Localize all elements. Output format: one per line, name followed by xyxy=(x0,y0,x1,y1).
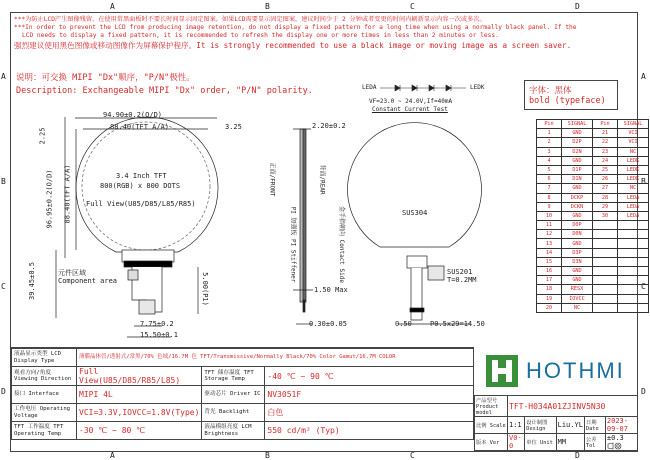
pin-signal: GND xyxy=(562,211,593,220)
spec-label: 背光 Backlight xyxy=(202,404,265,422)
pin-number xyxy=(593,303,618,312)
scale-label: 比例 Scale xyxy=(475,417,508,434)
pin-signal: D0N xyxy=(562,230,593,239)
signal-header: SIGNAL xyxy=(618,120,649,129)
dim-fpc-length: 39.45±0.5 xyxy=(27,262,36,300)
pin-signal: GND xyxy=(562,239,593,248)
pin-signal: VCI xyxy=(618,129,649,138)
pin-table-row xyxy=(537,138,649,147)
pin-signal: D2N xyxy=(562,147,593,156)
pin-number: 18 xyxy=(537,285,562,294)
spec-value: 白色 xyxy=(265,404,474,422)
pin-signal xyxy=(618,276,649,285)
dim-outer-height: 96.95±0.2(O/D) xyxy=(45,169,54,229)
pin-signal: GND xyxy=(562,184,593,193)
pin-table-row xyxy=(537,239,649,248)
pin-signal xyxy=(618,230,649,239)
dim-thickness: 2.20±0.2 xyxy=(312,122,346,130)
pin-signal: NC xyxy=(618,147,649,156)
zone-label: A xyxy=(641,72,646,81)
stiffener-material: SUS201 xyxy=(447,268,473,276)
pin-signal xyxy=(618,267,649,276)
pin-signal: IOVCC xyxy=(562,294,593,303)
pin-signal: LEDK xyxy=(618,156,649,165)
dim-fpc-width-1: 7.75±0.2 xyxy=(140,320,174,328)
pin-number: 28 xyxy=(593,193,618,202)
pin-signal: D3N xyxy=(562,257,593,266)
pin-signal: D3P xyxy=(562,248,593,257)
pin-number xyxy=(593,276,618,285)
pin-number xyxy=(593,285,618,294)
pin-header: Pin xyxy=(593,120,618,129)
pin-table-row xyxy=(537,257,649,266)
zone-label: A xyxy=(110,2,115,11)
pin-number: 9 xyxy=(537,202,562,211)
zone-label: B xyxy=(1,177,6,186)
model-value: TFT-H034A01ZJINV5N30 xyxy=(508,396,638,417)
pin-signal: DCKN xyxy=(562,202,593,211)
dim-max-height: 1.50 Max xyxy=(314,286,348,294)
zone-label: B xyxy=(265,451,270,460)
pin-signal: DCKP xyxy=(562,193,593,202)
pin-table-row xyxy=(537,202,649,211)
component-area-en: Component area xyxy=(58,277,118,285)
spec-value: 550 cd/m² (Typ) xyxy=(265,422,474,440)
pin-number: 27 xyxy=(593,184,618,193)
pin-number: 21 xyxy=(593,129,618,138)
pin-signal: GND xyxy=(562,129,593,138)
pin-table-row xyxy=(537,221,649,230)
date-value: 2023-09-07 xyxy=(605,417,637,434)
unit-label: 单位 Unit xyxy=(525,434,556,451)
tolerance-text: ±0.3 xyxy=(606,434,624,442)
spec-value: -40 ℃ ~ 90 ℃ xyxy=(265,367,474,386)
pin-signal: GND xyxy=(562,156,593,165)
led-cathode-label: LEDK xyxy=(470,84,485,91)
pin-table-row xyxy=(537,211,649,220)
pin-signal: LEDA xyxy=(618,211,649,220)
pin-table-row xyxy=(537,276,649,285)
led-vf: VF=23.0 ~ 24.0V,If=40mA xyxy=(369,98,453,105)
zone-label: B xyxy=(265,2,270,11)
stiffener-thickness: T=0.2MM xyxy=(447,276,477,284)
pin-number: 14 xyxy=(537,248,562,257)
unit-value: MM xyxy=(556,434,584,451)
pin-number xyxy=(593,248,618,257)
spec-value: MIPI 4L xyxy=(77,386,202,404)
pin-number: 24 xyxy=(593,156,618,165)
dim-outer-diameter: 94.90±0.2(O/D) xyxy=(103,111,163,119)
front-viewing-label: Full View(U85/D85/L85/R85) xyxy=(86,200,196,208)
pin-number xyxy=(593,267,618,276)
pin-number xyxy=(593,239,618,248)
pin-number: 23 xyxy=(593,147,618,156)
pin-signal: NC xyxy=(618,184,649,193)
dim-pin-pitch: P0.5x29=14.50 xyxy=(430,320,485,328)
pin-number: 16 xyxy=(537,267,562,276)
pin-number: 22 xyxy=(593,138,618,147)
dim-active-area-height: 88.40(TFT A/A) xyxy=(63,164,72,224)
front-resolution-label: 800(RGB) x 800 DOTS xyxy=(100,182,181,190)
pin-number: 13 xyxy=(537,239,562,248)
pin-number: 30 xyxy=(593,211,618,220)
pin-signal: D1P xyxy=(562,165,593,174)
pin-table-row xyxy=(537,184,649,193)
pin-signal: GND xyxy=(562,276,593,285)
hothmi-logo-icon xyxy=(484,353,520,389)
zone-label: A xyxy=(1,72,6,81)
rear-material: SUS304 xyxy=(402,209,428,217)
pin-table-row xyxy=(537,285,649,294)
dim-offset: 3.25 xyxy=(225,123,242,131)
pin-number: 7 xyxy=(537,184,562,193)
pin-table-row xyxy=(537,248,649,257)
pin-signal xyxy=(618,248,649,257)
spec-label: 液晶模组亮度 LCM Brightness xyxy=(202,422,265,440)
note-line-2: ***In order to prevent the LCD from producing image retention, do not display a fixed pattern for a long time when using a normally black panel. If the xyxy=(14,24,577,31)
pin-signal xyxy=(618,294,649,303)
pin-number: 8 xyxy=(537,193,562,202)
zone-label: C xyxy=(641,282,646,291)
pin-signal xyxy=(618,303,649,312)
pin-table-row xyxy=(537,303,649,312)
pin-header: Pin xyxy=(537,120,562,129)
pin-signal xyxy=(618,239,649,248)
spec-label: 接口 Interface xyxy=(12,386,77,404)
front-size-label: 3.4 Inch TFT xyxy=(116,172,167,180)
pin-number xyxy=(593,221,618,230)
pin-signal: D2P xyxy=(562,138,593,147)
font-box-en: bold (typeface) xyxy=(529,96,606,106)
front-view xyxy=(56,117,218,337)
tolerance-value xyxy=(605,434,637,451)
pin-number: 1 xyxy=(537,129,562,138)
pin-number xyxy=(593,257,618,266)
pin-number: 26 xyxy=(593,175,618,184)
note-line-4: 强烈建议使用黑色图像或移动图像作为屏幕保护程序。It is strongly recommended to use a black image or moving image as a screen saver. xyxy=(14,41,572,50)
pin-signal xyxy=(618,257,649,266)
led-diode-chain xyxy=(380,85,466,91)
pin-table-row xyxy=(537,156,649,165)
note-line-3: LCD needs to display a fixed pattern, it is recommended to refresh the display one or more times in less than 2 minutes or less. xyxy=(22,32,499,39)
dim-top-margin: 2.25 xyxy=(38,127,47,145)
spec-value: VCI=3.3V,IOVCC=1.8V(Type) xyxy=(77,404,202,422)
pin-table-row xyxy=(537,147,649,156)
pin-number: 29 xyxy=(593,202,618,211)
pin-signal: GND xyxy=(562,267,593,276)
side-label-rear: 背面/REAR xyxy=(318,164,326,195)
dim-fpc-thickness: 0.30±0.05 xyxy=(309,320,347,328)
zone-label: D xyxy=(1,387,6,396)
title-block xyxy=(474,395,638,451)
pin-number: 5 xyxy=(537,165,562,174)
zone-label: D xyxy=(575,2,580,11)
date-label: 日期 Date xyxy=(584,417,605,434)
pin-signal: LEDK xyxy=(618,175,649,184)
model-label: 产品型号 Product model xyxy=(475,396,508,417)
spec-label: 驱动芯片 Driver IC xyxy=(202,386,265,404)
pin-table-row xyxy=(537,129,649,138)
pin-table-row xyxy=(537,175,649,184)
zone-label: C xyxy=(410,451,415,460)
pin-table-row xyxy=(537,230,649,239)
led-cc: Constant Current Test xyxy=(372,106,448,113)
side-label-contact: 金手指朝向 Contact Side xyxy=(337,206,345,283)
pin-number xyxy=(593,294,618,303)
spec-label: 工作电压 Operating Voltage xyxy=(12,404,77,422)
tolerance-label: 公差 Tol xyxy=(584,434,605,451)
zone-label: C xyxy=(410,2,415,11)
spec-label: 液晶显示类型 LCD Display Type xyxy=(12,349,77,367)
pin-table-header xyxy=(537,120,649,129)
pin-number: 11 xyxy=(537,221,562,230)
pin-table xyxy=(536,119,649,313)
pin-number: 19 xyxy=(537,294,562,303)
pin-table-row xyxy=(537,294,649,303)
pin-table-row xyxy=(537,193,649,202)
side-label-front: 正面/FRONT xyxy=(268,162,276,197)
dim-fpc-width-2: 15.50±0.1 xyxy=(140,331,178,339)
pin-number: 3 xyxy=(537,147,562,156)
pin-signal: D0P xyxy=(562,221,593,230)
design-value: Liu.YL xyxy=(556,417,584,434)
zone-label: B xyxy=(641,177,646,186)
brand-logo xyxy=(474,347,638,395)
note-line-1: ***为防止LCD产生图像残留，在使用常黑面板时不要长时间显示固定图案。如果LCD需要显示固定图案，建议时间少于 2 分钟或者变更的时间内刷新显示内容一次或多次。 xyxy=(14,16,486,23)
version-value: V0-0 xyxy=(508,434,525,451)
spec-value: 薄膜晶体管/透射式/常黑/70% 色域/16.7M 色 TFT/Transmissive/Normally Black/70% Color Gamut/16.7M COLOR xyxy=(77,349,474,367)
projection-symbol-icon xyxy=(607,442,623,450)
dim-active-area-width: 88.40(TFT A/A) xyxy=(110,123,170,131)
pin-number xyxy=(593,230,618,239)
pin-signal xyxy=(618,285,649,294)
version-label: 版本 Ver xyxy=(475,434,508,451)
zone-label: A xyxy=(110,451,115,460)
zone-label: D xyxy=(575,451,580,460)
pin-number: 20 xyxy=(537,303,562,312)
pin-number: 17 xyxy=(537,276,562,285)
side-label-stiffener: PI 加强板 PI Stiffener xyxy=(289,206,297,283)
pin-signal: LEDA xyxy=(618,202,649,211)
zone-label: D xyxy=(641,387,646,396)
pin-number: 15 xyxy=(537,257,562,266)
pin-signal: RESX xyxy=(562,285,593,294)
pin-number: 4 xyxy=(537,156,562,165)
zone-label: C xyxy=(1,282,6,291)
scale-value: 1:1 xyxy=(508,417,525,434)
spec-value: Full View(U85/D85/R85/L85) xyxy=(77,367,202,386)
spec-table xyxy=(11,347,474,453)
pin-signal: D1N xyxy=(562,175,593,184)
description-cn: 说明：可交换 MIPI "Dx"顺序，"P/N"极性。 xyxy=(16,73,195,83)
pin-table-row xyxy=(537,267,649,276)
spec-label: TFT 储存温度 TFT Storage Temp xyxy=(202,367,265,386)
pin-signal: LEDK xyxy=(618,165,649,174)
brand-name: HOTHMI xyxy=(526,358,625,383)
pin-signal: VCI xyxy=(618,138,649,147)
pin-signal: LEDA xyxy=(618,193,649,202)
pin-table-row xyxy=(537,165,649,174)
pin-number: 25 xyxy=(593,165,618,174)
signal-header: SIGNAL xyxy=(562,120,593,129)
description-en: Description: Exchangeable MIPI "Dx" order, "P/N" polarity. xyxy=(16,86,313,96)
spec-value: NV3051F xyxy=(265,386,474,404)
pin-number: 10 xyxy=(537,211,562,220)
pin-number: 6 xyxy=(537,175,562,184)
font-box-cn: 字体：黑体 xyxy=(529,86,572,96)
component-area-cn: 元件区域 xyxy=(58,269,86,277)
pin-number: 2 xyxy=(537,138,562,147)
spec-label: 观看方向/角度 Viewing Direction xyxy=(12,367,77,386)
design-label: 设计制图 Design xyxy=(525,417,556,434)
spec-value: -30 ℃ ~ 80 ℃ xyxy=(77,422,202,440)
spec-label: TFT 工作温度 TFT Operating Temp xyxy=(12,422,77,440)
pin-signal: NC xyxy=(562,303,593,312)
rear-view xyxy=(347,123,481,324)
pin-number: 12 xyxy=(537,230,562,239)
dim-pitch-p1: 5.00(P1) xyxy=(200,272,209,306)
led-anode-label: LEDA xyxy=(362,84,377,91)
pin-signal xyxy=(618,221,649,230)
dim-pin-gap: 0.50 xyxy=(395,320,412,328)
